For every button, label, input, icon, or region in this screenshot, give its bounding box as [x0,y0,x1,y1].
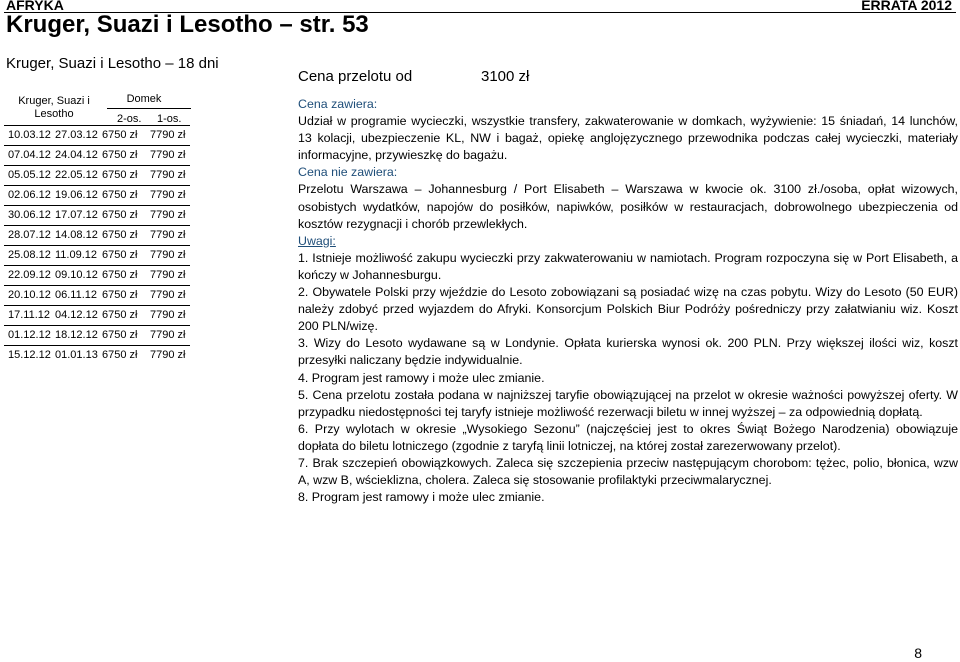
date-from-cell: 20.10.12 [8,289,51,301]
date-to-cell: 04.12.12 [55,309,98,321]
date-to-cell: 19.06.12 [55,189,98,201]
price-1os-cell: 7790 zł [150,269,186,281]
table-row [4,325,190,344]
column-header-tour: Kruger, Suazi i Lesotho [18,95,90,120]
table-row [4,165,190,184]
tour-subtitle: Kruger, Suazi i Lesotho – 18 dni [6,55,219,72]
table-row [4,265,190,284]
flight-price-label: Cena przelotu od [298,68,413,85]
date-to-cell: 09.10.12 [55,269,98,281]
date-to-cell: 17.07.12 [55,209,98,221]
date-from-cell: 30.06.12 [8,209,51,221]
included-text: Udział w programie wycieczki, wszystkie transfery, zakwaterowanie w domkach, wyżywienie: 15 śniadań, 14 lunchów, 13 kolacji, ubezpieczenie KL, NW i bagaż, opiekę anglojęzycznego przewodnika podczas całej wycieczki, materiały informacyjne, przywieszkę do bagażu. [298,114,958,163]
date-from-cell: 01.12.12 [8,329,51,341]
price-2os-cell: 6750 zł [102,349,138,361]
price-2os-cell: 6750 zł [102,189,138,201]
price-1os-cell: 7790 zł [150,149,186,161]
table-row [4,345,190,364]
date-from-cell: 17.11.12 [8,309,51,321]
table-row [4,305,190,324]
date-to-cell: 27.03.12 [55,129,98,141]
date-to-cell: 01.01.13 [55,349,98,361]
price-2os-cell: 6750 zł [102,209,138,221]
schedule-table-header [4,89,190,125]
table-row [4,185,190,204]
table-row [4,145,190,164]
date-from-cell: 07.04.12 [8,149,51,161]
price-2os-cell: 6750 zł [102,269,138,281]
date-from-cell: 02.06.12 [8,189,51,201]
price-2os-cell: 6750 zł [102,249,138,261]
price-1os-cell: 7790 zł [150,229,186,241]
note-3: 3. Wizy do Lesoto wydawane są w Londynie. Opłata kurierska wynosi ok. 200 PLN. Przy większej ilości wiz, koszt przesyłki naliczany będzie indywidualnie. [298,336,958,368]
price-1os-cell: 7790 zł [150,289,186,301]
note-4: 4. Program jest ramowy i może ulec zmianie. [298,370,545,385]
date-to-cell: 22.05.12 [55,169,98,181]
note-5: 5. Cena przelotu została podana w najniższej taryfie obowiązującej na przelot w okresie ważności powyższej oferty. W przypadku niedostępności tej taryfy istnieje możliwość rezerwacji biletu w innej wyższej – za odpowiednią dopłatą. [298,387,958,419]
date-from-cell: 15.12.12 [8,349,51,361]
price-2os-cell: 6750 zł [102,229,138,241]
header-section-label: AFRYKA [6,0,64,13]
price-1os-cell: 7790 zł [150,249,186,261]
price-1os-cell: 7790 zł [150,169,186,181]
price-1os-cell: 7790 zł [150,129,186,141]
flight-price-value: 3100 zł [481,68,530,85]
price-1os-cell: 7790 zł [150,209,186,221]
date-from-cell: 28.07.12 [8,229,51,241]
note-2: 2. Obywatele Polski przy wjeździe do Lesoto zobowiązani są posiadać wizę na czas pobytu. Wizy do Lesoto (50 EUR) należy zdobyć przed wyjazdem do Afryki. Konsorcjum Polskich Biur Podróży pośredniczy przy załatwianiu wiz. Koszt 200 PLN/wizę. [298,285,958,334]
note-8: 8. Program jest ramowy i może ulec zmianie. [298,490,545,505]
date-from-cell: 25.08.12 [8,249,51,261]
price-2os-cell: 6750 zł [102,129,138,141]
excluded-text: Przelotu Warszawa – Johannesburg / Port Elisabeth – Warszawa w kwocie ok. 3100 zł./osoba, opłat wizowych, osobistych wydatków, napojów do posiłków, napiwków, posiłków w restauracjach, dobrowolnego ubezpieczenia od kosztów rezygnacji i chorób przewlekłych. [298,182,958,231]
price-2os-cell: 6750 zł [102,149,138,161]
note-7: 7. Brak szczepień obowiązkowych. Zaleca się szczepienia przeciw następującym chorobom: tężec, polio, błonica, wzw A, wzw B, wścieklizna, cholera. Zaleca się stosowanie profilaktyki przeciwmalarycznej. [298,455,958,488]
page-title: Kruger, Suazi i Lesotho – str. 53 [6,11,369,38]
header-group-divider [107,108,191,109]
table-row [4,205,190,224]
price-1os-cell: 7790 zł [150,349,186,361]
date-from-cell: 10.03.12 [8,129,51,141]
date-to-cell: 14.08.12 [55,229,98,241]
note-1: 1. Istnieje możliwość zakupu wycieczki przy zakwaterowaniu w namiotach. Program rozpoczyna się w Port Elisabeth, a kończy w Johannesburgu. [298,250,958,282]
note-6: 6. Przy wylotach w okresie „Wysokiego Sezonu” (najczęściej jest to okres Świąt Bożego Narodzenia) obowiązuje dopłata do biletu lotniczego (zgodnie z taryfą linii lotniczej, na której został zarezerwowany przelot). [298,421,958,453]
table-row [4,225,190,244]
offer-details [298,96,958,506]
column-header-2os: 2-os. [117,113,142,125]
date-to-cell: 11.09.12 [55,249,98,261]
date-from-cell: 05.05.12 [8,169,51,181]
column-group-domek: Domek [126,93,162,105]
date-from-cell: 22.09.12 [8,269,51,281]
price-2os-cell: 6750 zł [102,329,138,341]
schedule-table [4,89,190,361]
price-1os-cell: 7790 zł [150,329,186,341]
column-header-1os: 1-os. [157,113,182,125]
price-1os-cell: 7790 zł [150,309,186,321]
price-2os-cell: 6750 zł [102,289,138,301]
page-number: 8 [914,645,922,661]
date-to-cell: 18.12.12 [55,329,98,341]
price-2os-cell: 6750 zł [102,309,138,321]
table-row [4,125,190,144]
price-2os-cell: 6750 zł [102,169,138,181]
price-1os-cell: 7790 zł [150,189,186,201]
included-heading: Cena zawiera: [298,97,378,111]
table-row [4,245,190,264]
table-row [4,285,190,304]
schedule-rows [4,125,190,364]
date-to-cell: 24.04.12 [55,149,98,161]
notes-heading: Uwagi: [298,233,336,248]
date-to-cell: 06.11.12 [55,289,98,301]
excluded-heading: Cena nie zawiera: [298,165,398,180]
header-errata-label: ERRATA 2012 [861,0,952,13]
